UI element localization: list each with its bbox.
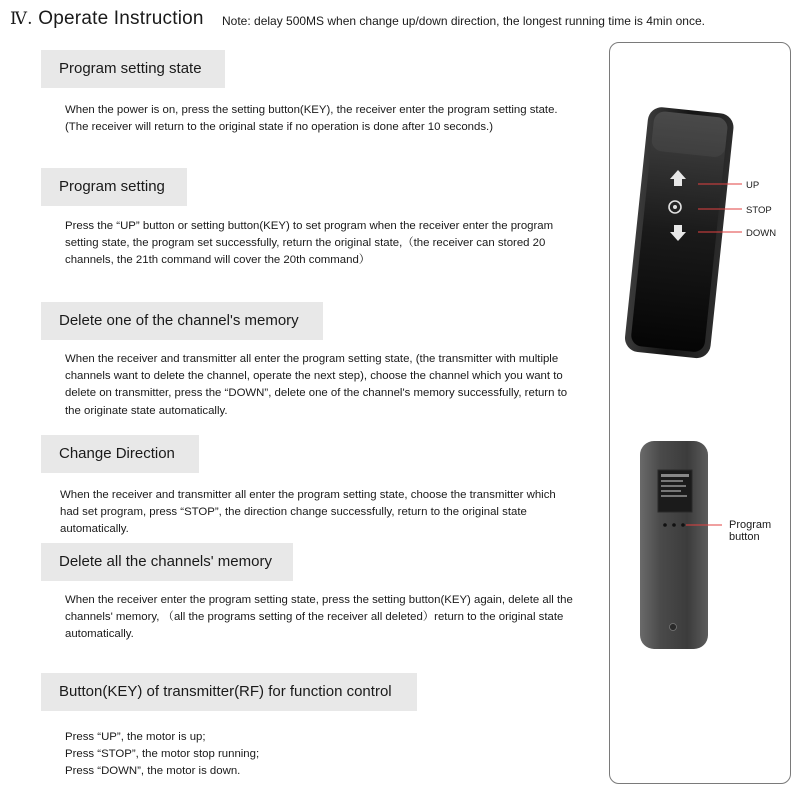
paragraph-line: channels want to delete the channel, operate the next step), choose the channel which you want to [65,370,563,383]
program-button-label [729,519,771,543]
paragraph-function-control [65,729,259,781]
paragraph-program-setting-state [65,102,558,136]
paragraph-line: the originate state automatically. [65,404,228,417]
heading-delete-all-channels: Delete all the channels' memory [41,543,293,581]
paragraph-program-setting [65,218,553,270]
paragraph-delete-all-channels [65,592,573,644]
up-label: UP [746,180,760,191]
paragraph-delete-one-channel [65,351,567,420]
stop-label: STOP [746,205,772,216]
paragraph-line: (The receiver will return to the original state if no operation is done after 10 seconds.) [65,121,494,134]
paragraph-line: channels, the 21th command will cover the 20th command） [65,254,371,267]
paragraph-line: had set program, press “STOP”, the direction change successfully, return to the original state [60,506,527,519]
paragraph-line: Press the “UP” button or setting button(KEY) to set program when the receiver enter the program [65,220,554,232]
remote-back-illustration [612,430,792,660]
led-indicator-icon [670,624,677,631]
paragraph-line: automatically. [65,628,134,641]
paragraph-change-direction [60,487,556,539]
page-title [10,8,204,30]
paragraph-line: channels' memory, （all the programs setting of the receiver all deleted）return to the original state [65,611,564,624]
paragraph-line: When the receiver and transmitter all enter the program setting state, choose the transmitter which [60,489,556,501]
title-text: Operate Instruction [38,8,204,29]
heading-program-setting: Program setting [41,168,187,206]
section-number: Ⅳ. [10,9,33,29]
paragraph-line: automatically. [60,523,129,536]
timing-note: Note: delay 500MS when change up/down direction, the longest running time is 4min once. [222,14,705,28]
paragraph-line: When the receiver enter the program setting state, press the setting button(KEY) again, delete all the [65,594,573,606]
down-label: DOWN [746,228,777,239]
paragraph-line: When the power is on, press the setting button(KEY), the receiver enter the program setting state. [65,104,558,116]
program-label-line: button [729,531,760,543]
paragraph-line: Press “DOWN”, the motor is down. [65,765,241,778]
paragraph-line: Press “UP”, the motor is up; [65,731,206,743]
paragraph-line: setting state, the program set successfully, return the original state,（the receiver can stored 20 [65,237,546,250]
heading-function-control: Button(KEY) of transmitter(RF) for function control [41,673,417,711]
paragraph-line: delete on transmitter, press the “DOWN”, delete one of the channel's memory successfully, return to [65,387,568,400]
heading-change-direction: Change Direction [41,435,199,473]
heading-program-setting-state: Program setting state [41,50,225,88]
paragraph-line: Press “STOP”, the motor stop running; [65,748,260,761]
program-label-line: Program [729,519,772,531]
paragraph-line: When the receiver and transmitter all enter the program setting state, (the transmitter with multiple [65,353,559,365]
heading-delete-one-channel: Delete one of the channel's memory [41,302,323,340]
